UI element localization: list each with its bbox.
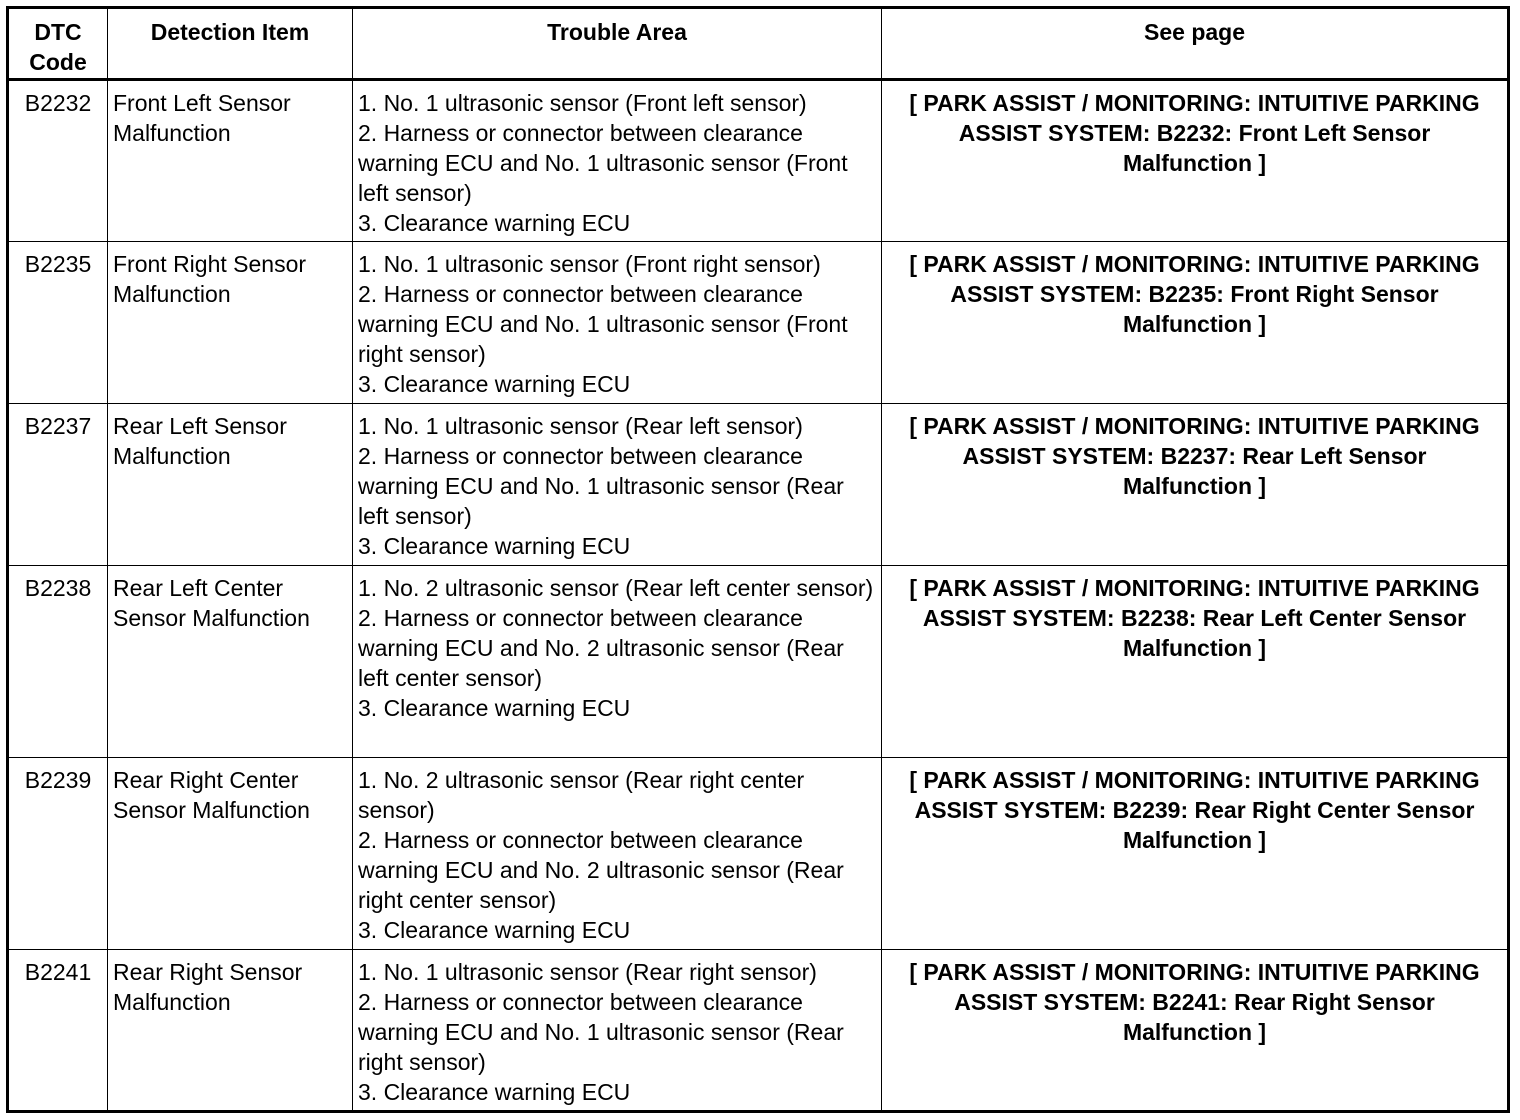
dtc-code-cell: B2235 xyxy=(8,242,108,404)
detection-item-cell: Rear Left Sensor Malfunction xyxy=(108,404,353,566)
see-page-link[interactable]: [ PARK ASSIST / MONITORING: INTUITIVE PARKING ASSIST SYSTEM: B2232: Front Left Sensor Malfunction ] xyxy=(882,80,1509,242)
detection-item-cell: Front Right Sensor Malfunction xyxy=(108,242,353,404)
trouble-area-line: 1. No. 2 ultrasonic sensor (Rear right center sensor) xyxy=(358,767,805,823)
table-row xyxy=(8,242,1509,404)
trouble-area-line: 1. No. 2 ultrasonic sensor (Rear left center sensor) xyxy=(358,575,874,601)
dtc-code-cell: B2239 xyxy=(8,758,108,950)
trouble-area-line: 1. No. 1 ultrasonic sensor (Front right sensor) xyxy=(358,251,821,277)
detection-item-cell: Front Left Sensor Malfunction xyxy=(108,80,353,242)
trouble-area-line: 3. Clearance warning ECU xyxy=(358,917,631,943)
see-page-link[interactable]: [ PARK ASSIST / MONITORING: INTUITIVE PARKING ASSIST SYSTEM: B2239: Rear Right Center Sensor Malfunction ] xyxy=(882,758,1509,950)
table-header-row xyxy=(8,8,1509,80)
trouble-area-line: 2. Harness or connector between clearance warning ECU and No. 2 ultrasonic sensor (Rear left center sensor) xyxy=(358,605,844,691)
trouble-area-line: 3. Clearance warning ECU xyxy=(358,695,631,721)
table-row xyxy=(8,950,1509,1112)
trouble-area-cell xyxy=(353,950,882,1112)
trouble-area-cell xyxy=(353,566,882,758)
dtc-code-cell: B2241 xyxy=(8,950,108,1112)
table-row xyxy=(8,758,1509,950)
dtc-table xyxy=(6,6,1510,1113)
detection-item-cell: Rear Right Center Sensor Malfunction xyxy=(108,758,353,950)
dtc-code-cell: B2238 xyxy=(8,566,108,758)
dtc-code-cell: B2237 xyxy=(8,404,108,566)
trouble-area-line: 1. No. 1 ultrasonic sensor (Rear left sensor) xyxy=(358,413,803,439)
trouble-area-line: 3. Clearance warning ECU xyxy=(358,1079,631,1105)
see-page-link[interactable]: [ PARK ASSIST / MONITORING: INTUITIVE PARKING ASSIST SYSTEM: B2235: Front Right Sensor Malfunction ] xyxy=(882,242,1509,404)
trouble-area-line: 2. Harness or connector between clearance warning ECU and No. 1 ultrasonic sensor (Rear right sensor) xyxy=(358,989,844,1075)
table-row xyxy=(8,566,1509,758)
header-detection-item: Detection Item xyxy=(108,8,353,80)
see-page-link[interactable]: [ PARK ASSIST / MONITORING: INTUITIVE PARKING ASSIST SYSTEM: B2238: Rear Left Center Sensor Malfunction ] xyxy=(882,566,1509,758)
trouble-area-cell xyxy=(353,404,882,566)
trouble-area-cell xyxy=(353,80,882,242)
trouble-area-line: 3. Clearance warning ECU xyxy=(358,210,631,236)
detection-item-cell: Rear Left Center Sensor Malfunction xyxy=(108,566,353,758)
header-see-page: See page xyxy=(882,8,1509,80)
trouble-area-line: 1. No. 1 ultrasonic sensor (Front left sensor) xyxy=(358,90,807,116)
header-trouble-area: Trouble Area xyxy=(353,8,882,80)
trouble-area-line: 3. Clearance warning ECU xyxy=(358,533,631,559)
see-page-link[interactable]: [ PARK ASSIST / MONITORING: INTUITIVE PARKING ASSIST SYSTEM: B2237: Rear Left Sensor Malfunction ] xyxy=(882,404,1509,566)
trouble-area-line: 2. Harness or connector between clearance warning ECU and No. 2 ultrasonic sensor (Rear right center sensor) xyxy=(358,827,844,913)
trouble-area-line: 2. Harness or connector between clearance warning ECU and No. 1 ultrasonic sensor (Front left sensor) xyxy=(358,120,848,206)
trouble-area-cell xyxy=(353,242,882,404)
see-page-link[interactable]: [ PARK ASSIST / MONITORING: INTUITIVE PARKING ASSIST SYSTEM: B2241: Rear Right Sensor Malfunction ] xyxy=(882,950,1509,1112)
trouble-area-line: 1. No. 1 ultrasonic sensor (Rear right sensor) xyxy=(358,959,817,985)
table-row xyxy=(8,80,1509,242)
detection-item-cell: Rear Right Sensor Malfunction xyxy=(108,950,353,1112)
header-dtc-code: DTC Code xyxy=(8,8,108,80)
trouble-area-cell xyxy=(353,758,882,950)
dtc-code-cell: B2232 xyxy=(8,80,108,242)
trouble-area-line: 3. Clearance warning ECU xyxy=(358,371,631,397)
trouble-area-line: 2. Harness or connector between clearance warning ECU and No. 1 ultrasonic sensor (Rear left sensor) xyxy=(358,443,844,529)
table-row xyxy=(8,404,1509,566)
trouble-area-line: 2. Harness or connector between clearance warning ECU and No. 1 ultrasonic sensor (Front right sensor) xyxy=(358,281,848,367)
